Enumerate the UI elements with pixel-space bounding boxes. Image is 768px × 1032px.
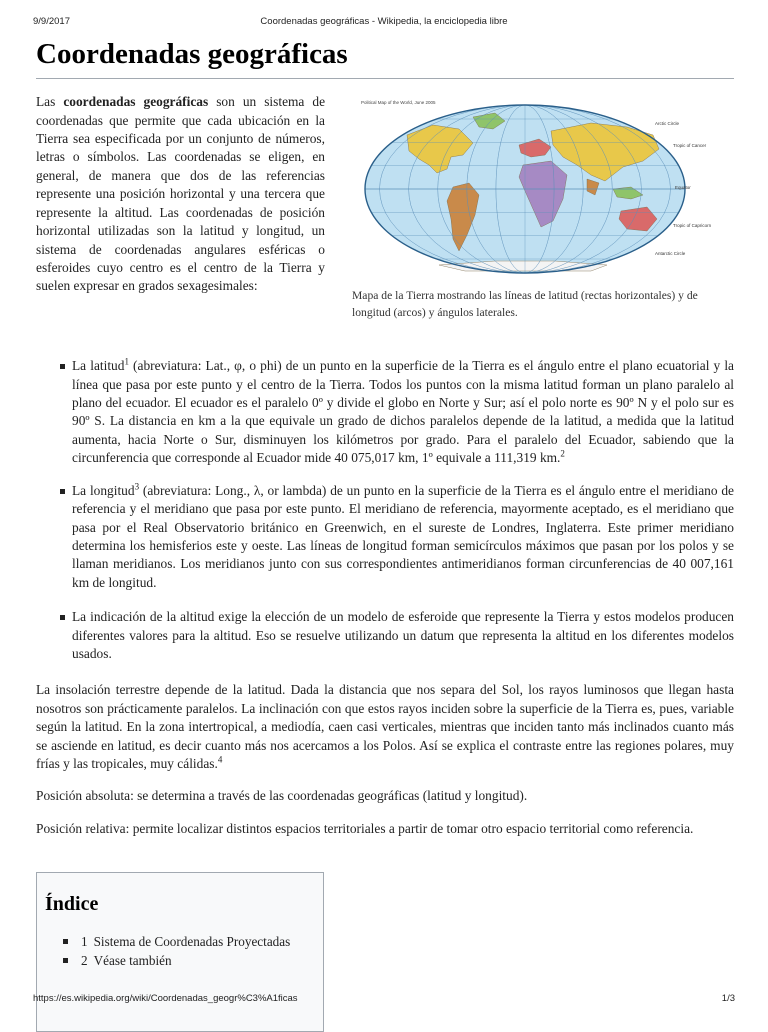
toc-item-label[interactable]: Véase también: [93, 953, 172, 968]
intro-section: [36, 93, 734, 325]
toc-item-number: 2: [81, 953, 88, 968]
intro-bold-term: coordenadas geográficas: [63, 94, 209, 110]
intro-post: son un sistema de coordenadas que permite que cada ubicación en la Tierra sea especificada por un conjunto de números, letras o símbolos. Las coordenadas se eligen, en general, de manera que dos de las referencias represente una posición horizontal y una tercera que represente la altitud. Las coordenadas de posición horizontal utilizadas son la latitud y longitud, un sistema de coordenadas angulares esféricas o esferoides cuyo centro es el centro de la Tierra y suelen expresar en grados sexagesimales:: [36, 94, 326, 294]
intro-paragraph: [36, 93, 325, 295]
ref-link[interactable]: 3: [134, 481, 140, 492]
print-page-number: 1/3: [721, 993, 735, 1004]
bullet-marker: [63, 939, 68, 944]
print-url: https://es.wikipedia.org/wiki/Coordenadas_geogr%C3%A1ficas: [33, 993, 298, 1004]
ref-link[interactable]: 4: [217, 754, 223, 765]
list-item-longitude: [36, 482, 734, 592]
altitude-text: La indicación de la altitud exige la elección de un modelo de esferoide que represente la Tierra y estos modelos producen diferentes valores para la altitud. Eso se resuelve utilizando un datum que representa la altitud en los diferentes modelos usados.: [72, 609, 734, 661]
map-title: Political Map of the World, June 2005: [361, 100, 436, 106]
latitude-lead: La latitud: [72, 358, 125, 374]
table-of-contents: [36, 872, 324, 1032]
longitude-lead: La longitud: [72, 482, 135, 498]
bullet-marker: [60, 489, 65, 494]
bullet-marker: [63, 958, 68, 963]
arctic-circle-label: Arctic Circle: [655, 121, 680, 127]
world-map-image[interactable]: [355, 95, 712, 281]
print-date: 9/9/2017: [33, 16, 70, 27]
toc-item[interactable]: [45, 951, 311, 970]
print-title: Coordenadas geográficas - Wikipedia, la enciclopedia libre: [260, 16, 508, 27]
absolute-position-paragraph: Posición absoluta: se determina a través de las coordenadas geográficas (latitud y longitud).: [36, 788, 528, 804]
article-body: [36, 93, 734, 838]
tropic-capricorn-label: Tropic of Capricorn: [673, 223, 712, 229]
toc-item[interactable]: [45, 932, 311, 951]
article: [36, 36, 734, 968]
map-caption: Mapa de la Tierra mostrando las líneas de latitud (rectas horizontales) y de longitud (arcos) y ángulos laterales.: [352, 289, 698, 320]
relative-position-paragraph: Posición relativa: permite localizar distintos espacios territoriales a partir de tomar otro espacio territorial como referencia.: [36, 820, 694, 836]
toc-item-label[interactable]: Sistema de Coordenadas Proyectadas: [93, 934, 291, 949]
world-map-svg: [355, 95, 712, 281]
equator-label: Equator: [675, 185, 691, 191]
list-item-latitude: [36, 357, 734, 467]
insolation-paragraph: [36, 681, 734, 773]
bullet-marker: [60, 364, 65, 369]
toc-title: Índice: [45, 893, 99, 915]
insolation-text: La insolación terrestre depende de la latitud. Dada la distancia que nos separa del Sol, los rayos luminosos que llegan hasta nosotros son prácticamente paralelos. La inclinación con que estos rayos inciden sobre la superficie de la Tierra es, pues, variable según la latitud. En la zona intertropical, a mediodía, caen casi verticales, mientras que inciden tanto más inclinados cuanto más se asciende en latitud, es decir cuanto más nos acercamos a los Polos. Así se explica el contraste entre las regiones polares, muy frías y las tropicales, muy cálidas.: [36, 682, 734, 771]
intro-pre: Las: [36, 94, 64, 110]
toc-item-number: 1: [81, 934, 88, 949]
longitude-text: (abreviatura: Long., λ, or lambda) de un punto en la superficie de la Tierra es el ángulo entre el meridiano de referencia y el meridiano que pasa por este punto. El meridiano de referencia, mayormente aceptado, es el meridiano que pasa por el Real Observatorio británico en Greenwich, en el sureste de Londres, Inglaterra. Este primer meridiano determina los hemisferios este y oeste. Las líneas de longitud forman semicírculos máximos que pasan por los polos y se llaman meridianos. Los meridianos junto con sus correspondientes antimeridianos forman circunferencias de 40 007,161 km de longitud.: [72, 482, 734, 590]
ref-link[interactable]: 1: [124, 356, 129, 367]
latitude-text: (abreviatura: Lat., φ, o phi) de un punto en la superficie de la Tierra es el ángulo entre el plano ecuatorial y la línea que pasa por este punto y el centro de la Tierra. Todos los puntos con la misma latitud forman un plano paralelo al plano del ecuador. El ecuador es el paralelo 0º y divide el globo en Norte y Sur; así el polo norte es 90º N y el polo sur es 90º S. La distancia en km a la que equivale un grado de dichos paralelos depende de la latitud, a medida que la latitud aumenta, hacia Norte o Sur, disminuyen los kilómetros por grado. Para el paralelo del Ecuador, sabiendo que la circunferencia que corresponde al Ecuador mide 40 075,017 km, 1º equivale a 111,319 km.: [72, 358, 734, 466]
antarctic-circle-label: Antarctic Circle: [655, 251, 686, 257]
bullet-marker: [60, 615, 65, 620]
ref-link[interactable]: 2: [560, 448, 565, 459]
map-figure: [352, 95, 722, 321]
tropic-cancer-label: Tropic of Cancer: [673, 143, 707, 149]
toc-list: [45, 932, 311, 970]
coordinate-list: [36, 357, 734, 663]
list-item-altitude: [36, 608, 734, 663]
page-title: Coordenadas geográficas: [36, 36, 734, 79]
